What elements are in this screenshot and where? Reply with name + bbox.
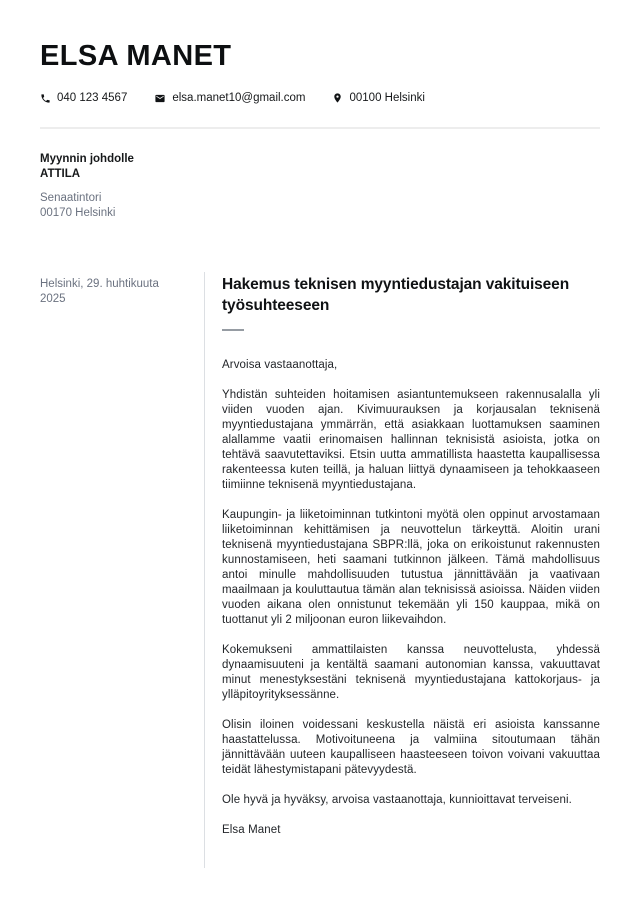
recipient-company: ATTILA (40, 168, 81, 180)
location-text: 00100 Helsinki (349, 92, 425, 104)
email-icon (154, 93, 166, 104)
salutation: Arvoisa vastaanottaja, (222, 359, 338, 371)
contact-email (154, 92, 305, 104)
letter-date: Helsinki, 29. huhtikuuta 2025 (40, 278, 159, 305)
subject-underline (222, 329, 244, 331)
email-address: elsa.manet10@gmail.com (172, 92, 306, 104)
contact-row (40, 92, 600, 104)
contact-phone (40, 92, 127, 104)
body-paragraph: Kaupungin- ja liiketoiminnan tutkintoni myötä olen oppinut arvostamaan liiketoiminnan kehittämisen ja neuvottelun tärkeyttä. Aloitin urani teknisenä myyntiedustajana SBPR:llä, joka on erikoistunut rakennusten kunnostamiseen, heti saamani tutkinnon jälkeen. Tämä mahdollisuus antoi minulle mahdollisuuden tutustua jännittävään ja vaativaan maailmaan ja kouluttautua tämän alan teknisissä asioissa. Näiden viiden vuoden aikana olen onnistunut tekemään yli 150 kauppaa, mikä on tuottanut yli 2 miljoonan euron liikevaihdon. (222, 509, 600, 626)
location-pin-icon (332, 92, 343, 104)
recipient-postal-city: 00170 Helsinki (40, 207, 116, 219)
header-separator (40, 127, 600, 129)
body-paragraph: Olisin iloinen voidessani keskustella näistä eri asioista kanssanne haastattelussa. Motivoituneena ja valmiina sitoutumaan tähän jännittävään uuteen kaupalliseen haasteeseen toivon voivani vakuuttaa teidät lähestymistapani pätevyydestä. (222, 719, 600, 776)
contact-location (332, 92, 424, 104)
recipient-street: Senaatintori (40, 192, 102, 204)
phone-icon (40, 93, 51, 104)
recipient-name: Myynnin johdolle (40, 153, 134, 165)
body-paragraph: Yhdistän suhteiden hoitamisen asiantuntemukseen rakennusalalla yli viiden vuoden ajan. Kivimuurauksen ja korjausalan teknisenä myyntiedustajana ymmärrän, että asiakkaan luottamuksen saaminen alallamme vaatii erinomaisen hallinnan teknisistä asioista, jotka on tehtävä saavutettaviksi. Etsin uutta ammatillista haastetta kaupallisessa rakenteessa kuten teillä, ja haluan liittyä dynaamiseen ja tehokkaaseen tiimiinne teknisenä myyntiedustajana. (222, 389, 600, 491)
closing-line: Ole hyvä ja hyväksy, arvoisa vastaanottaja, kunnioittavat terveiseni. (222, 794, 572, 806)
letter-main (40, 272, 600, 868)
page-title: ELSA MANET (40, 40, 232, 72)
signature: Elsa Manet (222, 824, 281, 836)
letter-subject: Hakemus teknisen myyntiedustajan vakituiseen työsuhteeseen (222, 276, 570, 314)
body-paragraph: Kokemukseni ammattilaisten kanssa neuvottelusta, yhdessä dynaamisuuteni ja kentältä saamani autonomian kanssa, vakuuttavat minut menestyksestäni teknisenä myyntiedustajana kattokorjaus- ja ylläpitoyrityksessänne. (222, 644, 600, 701)
letter-header (40, 42, 600, 129)
phone-number: 040 123 4567 (57, 92, 128, 104)
recipient-block (40, 152, 600, 221)
letter-body (204, 272, 600, 868)
